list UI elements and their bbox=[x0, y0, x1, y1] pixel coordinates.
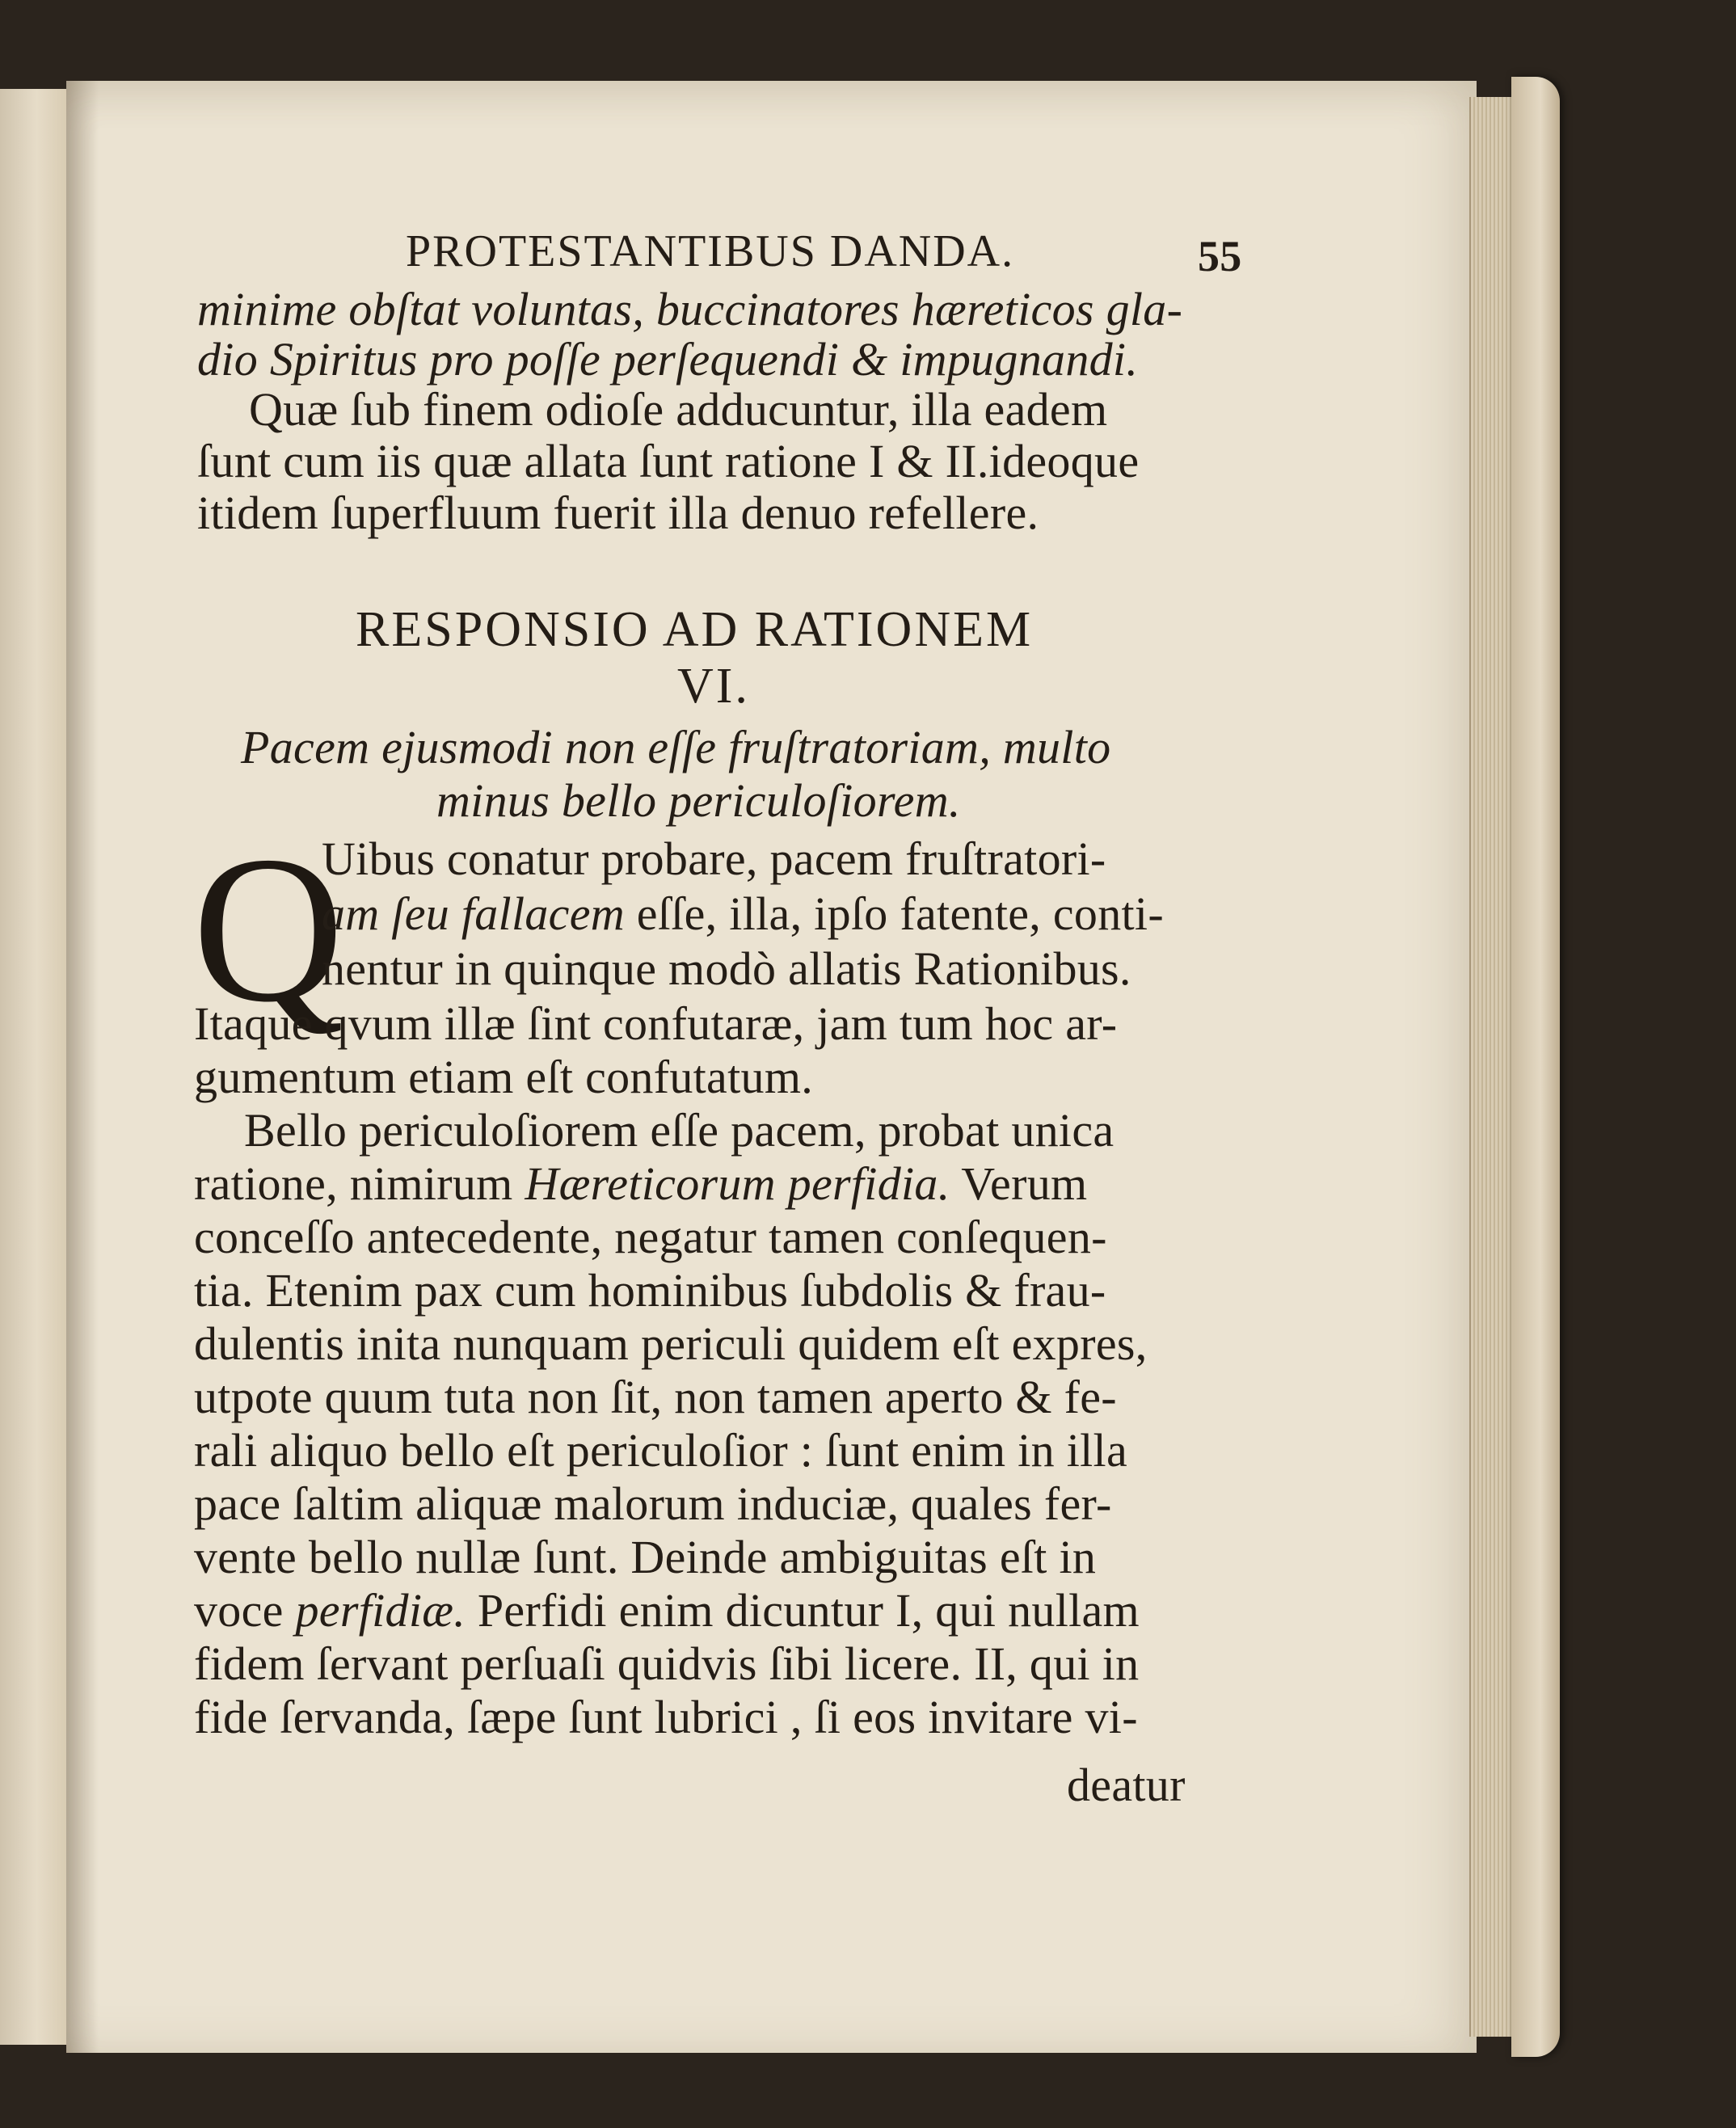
para2-line-10 bbox=[194, 1584, 1140, 1637]
running-head: PROTESTANTIBUS DANDA. bbox=[406, 226, 1015, 276]
body-line-1: minime obſtat voluntas, buccinatores hæreticos gla- bbox=[197, 283, 1183, 335]
para2-line-11: fidem ſervant perſuaſi quidvis ſibi licere. II, qui in bbox=[194, 1637, 1140, 1690]
page-number: 55 bbox=[1198, 232, 1242, 280]
para2-line-10-end: Perfidi enim dicuntur I, qui nullam bbox=[466, 1584, 1140, 1637]
section-subtitle-line-2: minus bello periculoſiorem. bbox=[436, 774, 961, 827]
para1-italic-phrase: am ſeu fallacem bbox=[322, 887, 625, 940]
section-subtitle-line-1: Pacem ejusmodi non eſſe fruſtratoriam, multo bbox=[241, 721, 1111, 773]
para2-line-10-start: voce bbox=[194, 1584, 296, 1637]
catchword: deatur bbox=[1067, 1759, 1186, 1811]
para2-line-2 bbox=[194, 1157, 1088, 1210]
book-board bbox=[1511, 77, 1560, 2057]
para2-italic-phrase: Hæreticorum perfidia. bbox=[525, 1157, 950, 1210]
para2-line-8: pace ſaltim aliquæ malorum induciæ, quales fer- bbox=[194, 1477, 1112, 1530]
para2-line-2-start: ratione, nimirum bbox=[194, 1157, 525, 1210]
body-line-2: dio Spiritus pro poſſe perſequendi & impugnandi. bbox=[197, 333, 1139, 386]
para2-line-2-end: Verum bbox=[950, 1157, 1088, 1210]
para1-line-5: gumentum etiam eſt confutatum. bbox=[194, 1051, 814, 1103]
body-line-4: ſunt cum iis quæ allata ſunt ratione I & II.ideoque bbox=[197, 435, 1140, 487]
para2-line-1: Bello periculoſiorem eſſe pacem, probat unica bbox=[244, 1104, 1114, 1157]
para1-line-1: Uibus conatur probare, pacem fruſtratori- bbox=[322, 832, 1106, 885]
gutter-shadow bbox=[66, 81, 99, 2053]
para2-line-9: vente bello nullæ ſunt. Deinde ambiguitas eſt in bbox=[194, 1531, 1097, 1583]
para2-line-7: rali aliquo bello eſt periculoſior : ſunt enim in illa bbox=[194, 1424, 1127, 1477]
para2-italic-word: perfidiæ. bbox=[295, 1584, 466, 1637]
body-line-3: Quæ ſub finem odioſe adducuntur, illa eadem bbox=[249, 383, 1108, 436]
para1-line-2-rest: eſſe, illa, ipſo fatente, conti- bbox=[624, 887, 1164, 940]
para2-line-12: fide ſervanda, ſæpe ſunt lubrici , ſi eos invitare vi- bbox=[194, 1691, 1138, 1743]
body-line-5: itidem ſuperfluum fuerit illa denuo refellere. bbox=[197, 487, 1039, 539]
section-heading-line-1: RESPONSIO AD RATIONEM bbox=[356, 602, 1034, 657]
para1-line-2 bbox=[322, 887, 1164, 940]
para1-line-3: nentur in quinque modò allatis Rationibus. bbox=[322, 942, 1131, 995]
left-page-edge bbox=[0, 89, 68, 2045]
para1-line-4: Itaque qvum illæ ſint confutaræ, jam tum hoc ar- bbox=[194, 997, 1118, 1050]
para2-line-5: dulentis inita nunquam periculi quidem eſt expres, bbox=[194, 1317, 1148, 1370]
para2-line-3: conceſſo antecedente, negatur tamen conſequen- bbox=[194, 1211, 1107, 1263]
para2-line-6: utpote quum tuta non ſit, non tamen aperto & fe- bbox=[194, 1371, 1117, 1423]
section-heading-line-2: VI. bbox=[677, 659, 750, 714]
para2-line-4: tia. Etenim pax cum hominibus ſubdolis & frau- bbox=[194, 1264, 1106, 1317]
drop-cap: Q bbox=[192, 813, 344, 1046]
